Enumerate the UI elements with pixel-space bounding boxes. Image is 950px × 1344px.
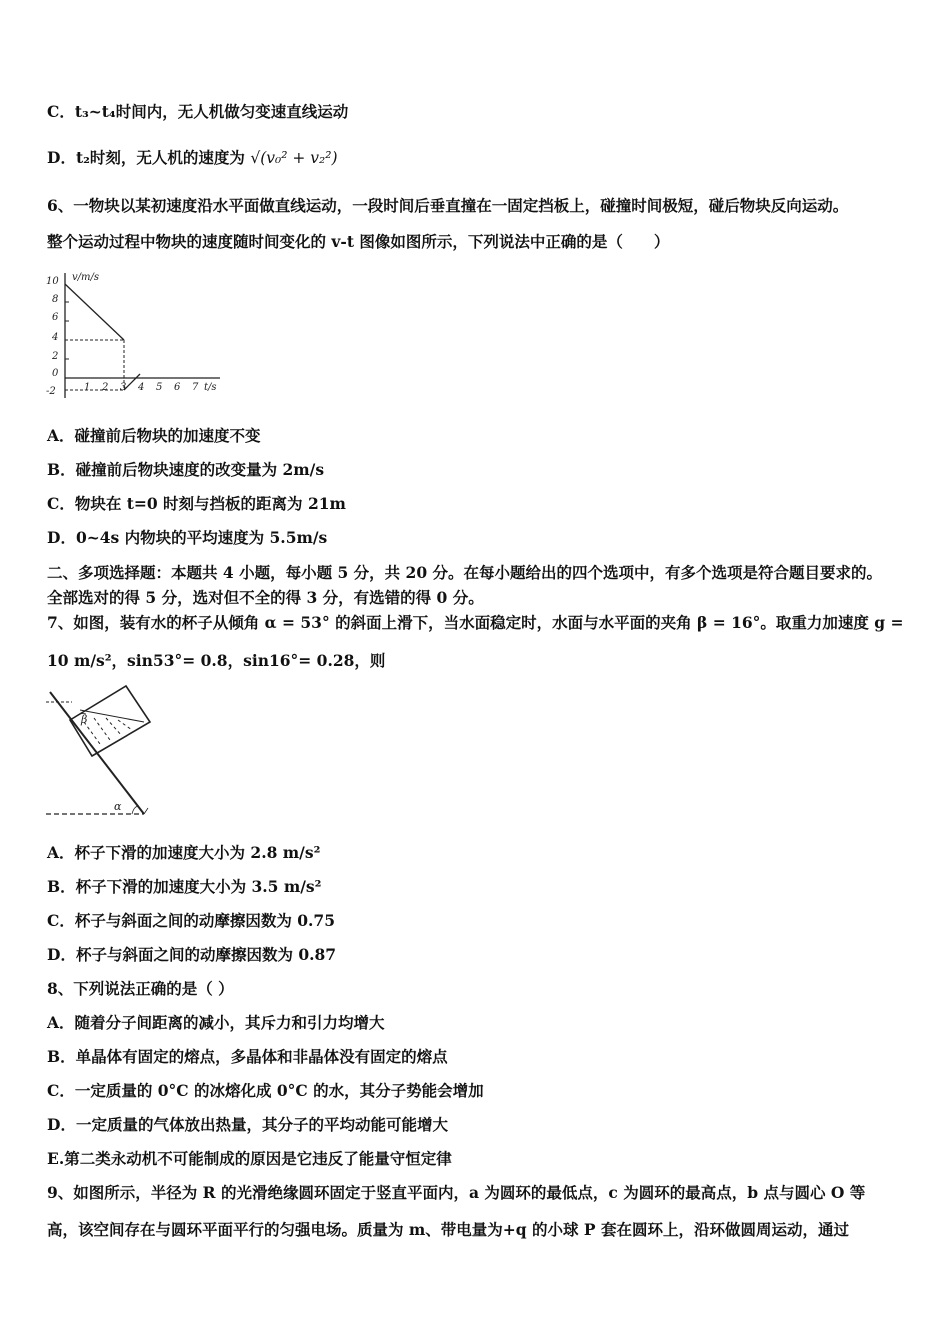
- q5-option-c: C．t₃~t₄时间内，无人机做匀变速直线运动: [47, 102, 349, 121]
- q8-option-d: D．一定质量的气体放出热量，其分子的平均动能可能增大: [47, 1115, 448, 1134]
- q7-cup-on-incline-figure: [44, 682, 204, 818]
- q9-stem-line1: 9、如图所示，半径为 R 的光滑绝缘圆环固定于竖直平面内，a 为圆环的最低点，c 为圆环的最高点，b 点与圆心 O 等: [47, 1183, 866, 1202]
- q6-stem-line2: 整个运动过程中物块的速度随时间变化的 v-t 图像如图所示，下列说法中正确的是（ ）: [47, 232, 670, 251]
- q6-stem-line1: 6、一物块以某初速度沿水平面做直线运动，一段时间后垂直撞在一固定挡板上，碰撞时间极短，碰后物块反向运动。: [47, 196, 849, 215]
- section2-line2: 全部选对的得 5 分，选对但不全的得 3 分，有选错的得 0 分。: [47, 588, 484, 607]
- q6-line-before-collision: [65, 284, 124, 340]
- q6-ytick-6: 6: [52, 312, 59, 323]
- q6-ytick-10: 10: [46, 276, 59, 287]
- q6-xtick-4: 4: [138, 382, 145, 393]
- q7-option-c: C．杯子与斜面之间的动摩擦因数为 0.75: [47, 911, 335, 930]
- q7-beta-label: β: [81, 713, 88, 726]
- q6-xtick-2: 2: [102, 382, 109, 393]
- q5-option-d-text: D．t₂时刻，无人机的速度为: [47, 148, 245, 167]
- q6-x-label: t/s: [204, 382, 217, 393]
- q7-option-b: B．杯子下滑的加速度大小为 3.5 m/s²: [47, 877, 322, 896]
- q6-y-label: v/m/s: [72, 272, 100, 283]
- q6-xtick-6: 6: [174, 382, 181, 393]
- section2-line1: 二、多项选择题：本题共 4 小题，每小题 5 分，共 20 分。在每小题给出的四个选项中，有多个选项是符合题目要求的。: [47, 563, 883, 582]
- q5-option-d-expression: √(v₀² + v₂²): [250, 149, 338, 167]
- q8-option-e: E.第二类永动机不可能制成的原因是它违反了能量守恒定律: [47, 1149, 452, 1168]
- q6-ytick-4: 4: [52, 332, 59, 343]
- q6-ytick-8: 8: [52, 294, 59, 305]
- q6-ytick-neg2: -2: [46, 386, 56, 397]
- q7-option-d: D．杯子与斜面之间的动摩擦因数为 0.87: [47, 945, 337, 964]
- q7-water-surface: [80, 710, 144, 722]
- q6-xtick-3: 3: [120, 382, 127, 393]
- q8-option-b: B．单晶体有固定的熔点，多晶体和非晶体没有固定的熔点: [47, 1047, 448, 1066]
- q6-option-c: C．物块在 t=0 时刻与挡板的距离为 21m: [47, 494, 346, 513]
- q6-ytick-2: 2: [52, 351, 59, 362]
- q6-xtick-7: 7: [192, 382, 199, 393]
- q6-xtick-1: 1: [84, 382, 91, 393]
- q9-stem-line2: 高，该空间存在与圆环平面平行的匀强电场。质量为 m、带电量为+q 的小球 P 套在圆环上，沿环做圆周运动，通过: [47, 1220, 849, 1239]
- q7-option-a: A．杯子下滑的加速度大小为 2.8 m/s²: [47, 843, 321, 862]
- q8-option-c: C．一定质量的 0°C 的冰熔化成 0°C 的水，其分子势能会增加: [47, 1081, 484, 1100]
- q6-option-a: A．碰撞前后物块的加速度不变: [47, 426, 261, 445]
- q5-option-d: [47, 148, 338, 168]
- q6-option-d: D．0~4s 内物块的平均速度为 5.5m/s: [47, 528, 328, 547]
- q7-stem-line2: 10 m/s²，sin53°= 0.8，sin16°= 0.28，则: [47, 651, 386, 670]
- q8-option-a: A．随着分子间距离的减小，其斥力和引力均增大: [47, 1013, 385, 1032]
- q6-xtick-5: 5: [156, 382, 163, 393]
- q7-alpha-label: α: [114, 800, 122, 813]
- q8-stem: 8、下列说法正确的是（ ）: [47, 979, 234, 998]
- q6-option-b: B．碰撞前后物块速度的改变量为 2m/s: [47, 460, 325, 479]
- q6-vt-graph: [40, 268, 230, 408]
- q7-stem-line1: 7、如图，装有水的杯子从倾角 α = 53° 的斜面上滑下，当水面稳定时，水面与水平面的夹角 β = 16°。取重力加速度 g =: [47, 613, 904, 632]
- q6-ytick-0: 0: [52, 368, 59, 379]
